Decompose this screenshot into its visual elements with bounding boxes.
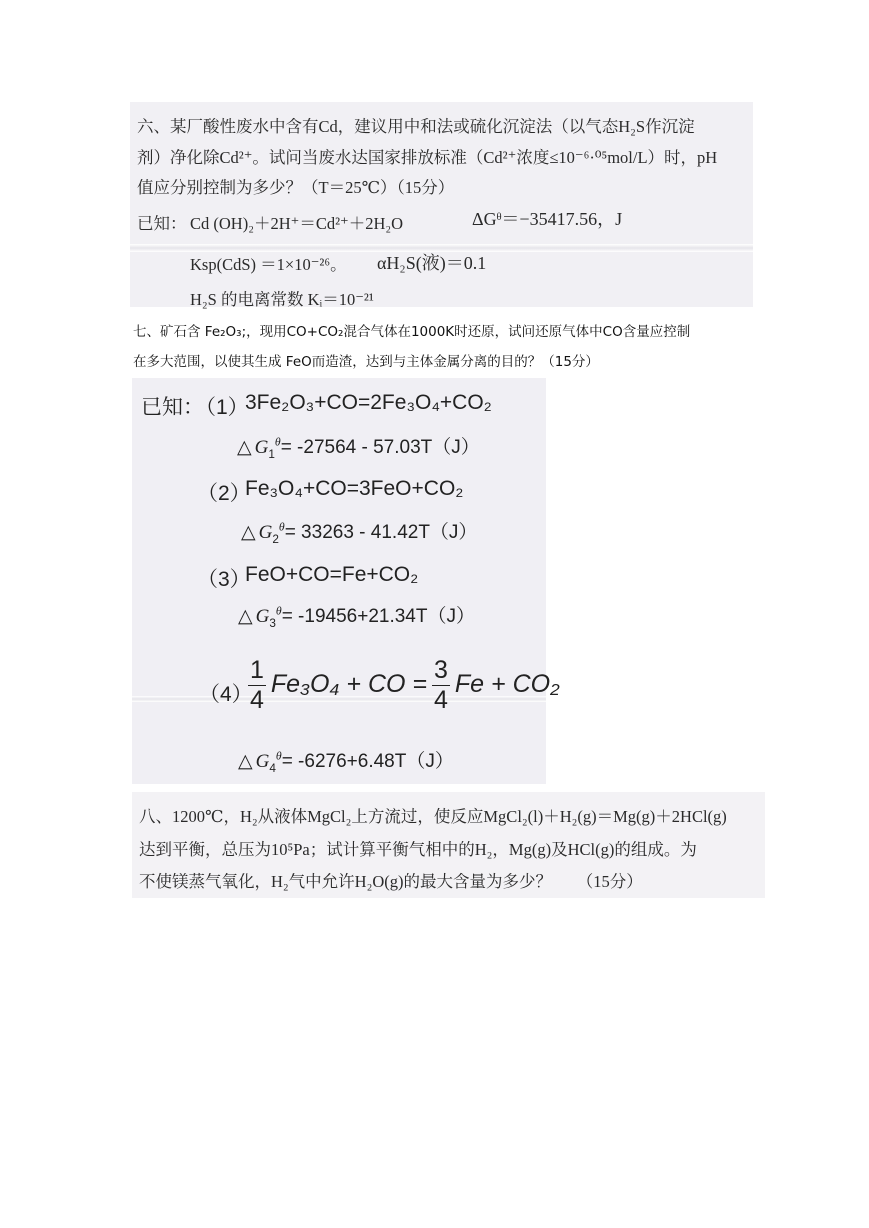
q6-text-line-3: 值应分别控制为多少？（T＝25℃）（15分） — [137, 178, 455, 197]
q7-reaction-1-label: （1） — [195, 396, 249, 419]
q6-alpha: αH₂S(液)＝0.1 — [377, 253, 487, 273]
q6-ionization-constant: H₂S 的电离常数 Kᵢ＝10⁻²¹ — [190, 290, 374, 309]
q6-text-line-1: 六、某厂酸性废水中含有Cd，建议用中和法或硫化沉淀法（以气态H₂S作沉淀 — [137, 117, 695, 136]
delta-triangle-icon: △ — [237, 437, 252, 458]
q8-text-line-2: 达到平衡，总压为10⁵Pa；试计算平衡气相中的H₂，Mg(g)及HCl(g)的组成。为 — [139, 840, 697, 859]
q7-reaction-2: Fe₃O₄+CO=3FeO+CO₂ — [245, 477, 464, 500]
q7-delta-g-1: △ $G_1^\theta= -27564 - 57.03T(J)$ — [237, 435, 480, 461]
q7-text-line-2: 在多大范围，以使其生成 FeO而造渣，达到与主体金属分离的目的？（15分） — [133, 354, 599, 370]
q7-reaction-2-label: （2） — [197, 482, 251, 505]
q6-ksp: Ksp(CdS) ＝1×10⁻²⁶。 — [190, 255, 347, 274]
q7-delta-g-2: △ $G_2^\theta= 33263 - 41.42T(J)$ — [241, 520, 478, 546]
delta-triangle-icon: △ — [238, 751, 253, 772]
q6-given-label: 已知： — [137, 214, 187, 233]
q7-given-label: 已知： — [141, 396, 204, 419]
delta-triangle-icon: △ — [241, 522, 256, 543]
q8-text-line-3: 不使镁蒸气氧化，H₂气中允许H₂O(g)的最大含量为多少？ （15分） — [139, 872, 643, 891]
q7-reaction-3-label: （3） — [197, 568, 251, 591]
fraction-one-quarter: $\frac{1}{4}$ — [250, 656, 264, 714]
q6-delta-g: ΔGᶿ＝−35417.56，J — [472, 209, 623, 229]
delta-triangle-icon: △ — [238, 606, 253, 627]
q7-reaction-4: $\frac{1}{4}$ Fe₃O₄ + CO = $\frac{3}{4}$ Fe + CO₂ — [250, 656, 560, 714]
q7-reaction-3: FeO+CO=Fe+CO₂ — [245, 563, 419, 586]
q8-text-line-1: 八、1200℃，H₂从液体MgCl₂上方流过，使反应MgCl₂(l)＋H₂(g)＝Mg(g)＋2HCl(g) — [139, 807, 727, 826]
q7-delta-g-4: △ $G_4^\theta= -6276+6.48T(J)$ — [238, 749, 454, 775]
q7-reaction-1: 3Fe₂O₃+CO=2Fe₃O₄+CO₂ — [245, 391, 492, 414]
q7-text-line-1: 七、矿石含 Fe₂O₃;，现用CO+CO₂混合气体在1000K时还原，试问还原气体中CO含量应控制 — [133, 324, 691, 340]
fraction-three-quarters: $\frac{3}{4}$ — [434, 656, 448, 714]
q6-text-line-2: 剂）净化除Cd²⁺。试问当废水达国家排放标准（Cd²⁺浓度≤10⁻⁶·⁰⁵mol/L）时，pH — [137, 148, 718, 167]
q7-reaction-4-label: （4） — [199, 683, 253, 706]
q6-reaction: Cd (OH)₂＋2H⁺＝Cd²⁺＋2H₂O — [190, 214, 404, 233]
q7-delta-g-3: △ $G_3^\theta= -19456+21.34T(J)$ — [238, 604, 475, 630]
